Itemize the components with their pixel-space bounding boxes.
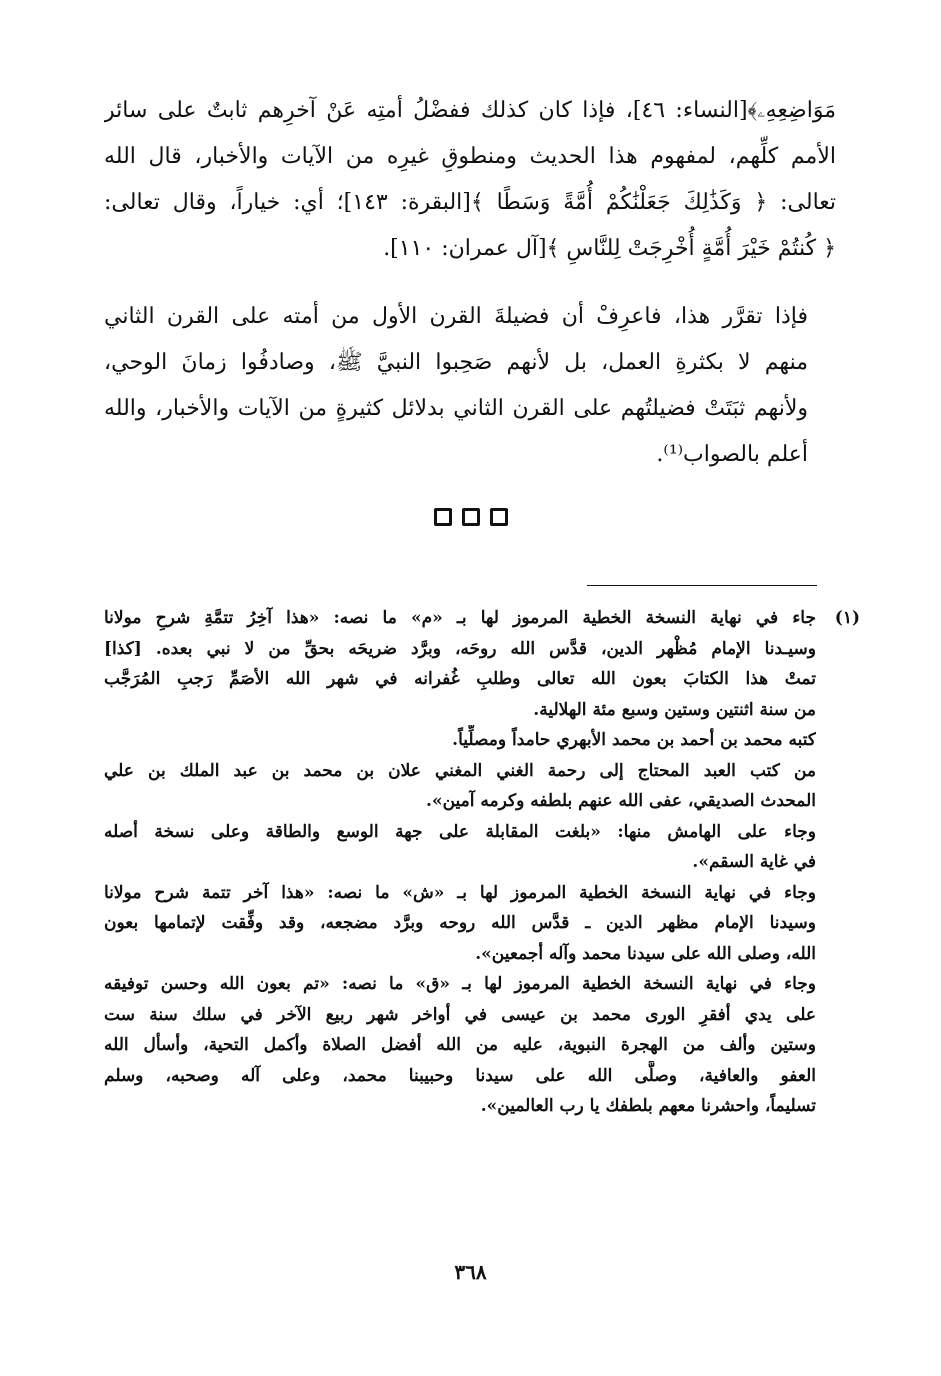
footnote-line: وجاء في نهاية النسخة الخطية المرموز لها بـ «ق» ما نصه: «تم بعون الله وحسن توفيقه <box>104 974 816 994</box>
separator-square-icon <box>462 508 480 526</box>
footnote-line: وستين وألف من الهجرة النبوية، عليه من الله أفضل الصلاة وأكمل التحية، وأسأل الله <box>104 1035 816 1055</box>
section-separator <box>0 508 941 526</box>
separator-square-icon <box>490 508 508 526</box>
text-line: منهم لا بكثرةِ العمل، بل لأنهم صَحِبوا النبيَّ ﷺ، وصادفُوا زمانَ الوحي، <box>104 350 808 375</box>
footnote-line: العفو والعافية، وصلَّى الله على سيدنا وحبيبنا محمد، وعلى آله وصحبه، وسلم <box>104 1065 816 1086</box>
text-line: أعلم بالصواب⁽¹⁾. <box>656 442 808 467</box>
footnote-number: (١) <box>834 608 860 628</box>
footnote-line: وجاء في نهاية النسخة الخطية المرموز لها بـ «ش» ما نصه: «هذا آخر تتمة شرح مولانا <box>104 882 816 903</box>
footnote <box>104 603 860 1122</box>
text-line: الأمم كلِّهم، لمفهوم هذا الحديث ومنطوقِ غيرِه من الآيات والأخبار، قال الله <box>104 144 836 169</box>
text-line: ﴿ كُنتُمْ خَيْرَ أُمَّةٍ أُخْرِجَتْ لِلنَّاسِ ﴾[آل عمران: ١١٠]. <box>383 236 836 261</box>
footnote-line: الله، وصلى الله على سيدنا محمد وآله أجمعين». <box>475 943 816 964</box>
footnote-rule <box>587 585 817 586</box>
footnote-line: المحدث الصديقي، عفى الله عنهم بلطفه وكرمه آمين». <box>426 791 816 811</box>
footnote-line: في غاية السقم». <box>692 852 816 872</box>
body-paragraph-2 <box>104 294 836 478</box>
footnote-line: على يدي أفقرِ الورى محمد بن عيسى في أواخر شهر ربيع الآخر في سلك سنة ست <box>104 1004 816 1025</box>
footnote-line: وسيـدنا الإمام مُظْهر الدين، قدَّس الله روحَه، وبرَّد ضريحَه بحقِّ من لا نبي بعده. [كذا] <box>104 638 816 659</box>
footnote-line: جاء في نهاية النسخة الخطية المرموز لها بـ «م» ما نصه: «هذا آخِرُ تتمَّةِ شرحِ مولانا <box>104 608 816 628</box>
footnote-line: وسيدنا الإمام مظهر الدين ـ قدَّس الله روحه وبرَّد مضجعه، وقد وفِّقت لإتمامها بعون <box>104 913 816 933</box>
text-line: فإذا تقرَّر هذا، فاعرِفْ أن فضيلةَ القرن الأول من أمته على القرن الثاني <box>104 304 808 329</box>
footnote-line: تمتْ هذا الكتابَ بعون الله تعالى وطلبِ غُفرانه في شهر الله الأصَمِّ رَجبِ المُرَجَّب <box>104 669 816 689</box>
footnote-line: وجاء على الهامش منها: «بلغت المقابلة على جهة الوسع والطاقة وعلى نسخة أصله <box>104 821 816 842</box>
text-line: تعالى: ﴿ وَكَذَٰلِكَ جَعَلْنَٰكُمْ أُمَّةً وَسَطًا ﴾[البقرة: ١٤٣]؛ أي: خياراً، وقال تعالى: <box>104 190 836 215</box>
footnote-line: من سنة اثنتين وستين وسبع مئة الهلالية. <box>533 699 816 720</box>
footnote-line: كتبه محمد بن أحمد بن محمد الأبهري حامداً ومصلِّياً. <box>452 730 816 750</box>
separator-square-icon <box>434 508 452 526</box>
text-line: مَوَاضِعِهِۦ﴾[النساء: ٤٦]، فإذا كان كذلك ففضْلُ أمتِه عَنْ آخرِهم ثابتٌ على سائر <box>104 98 836 123</box>
body-paragraph-1 <box>104 88 836 272</box>
text-line: ولأنهم ثبَتَتْ فضيلتُهم على القرن الثاني بدلائل كثيرةٍ من الآيات والأخبار، والله <box>104 396 808 421</box>
footnote-line: من كتب العبد المحتاج إلى رحمة الغني المغني علان بن محمد بن عبد الملك بن علي <box>104 760 816 781</box>
page-number: ٣٦٨ <box>454 1260 487 1284</box>
footnote-line: تسليماً، واحشرنا معهم بلطفك يا رب العالمين». <box>480 1096 816 1116</box>
